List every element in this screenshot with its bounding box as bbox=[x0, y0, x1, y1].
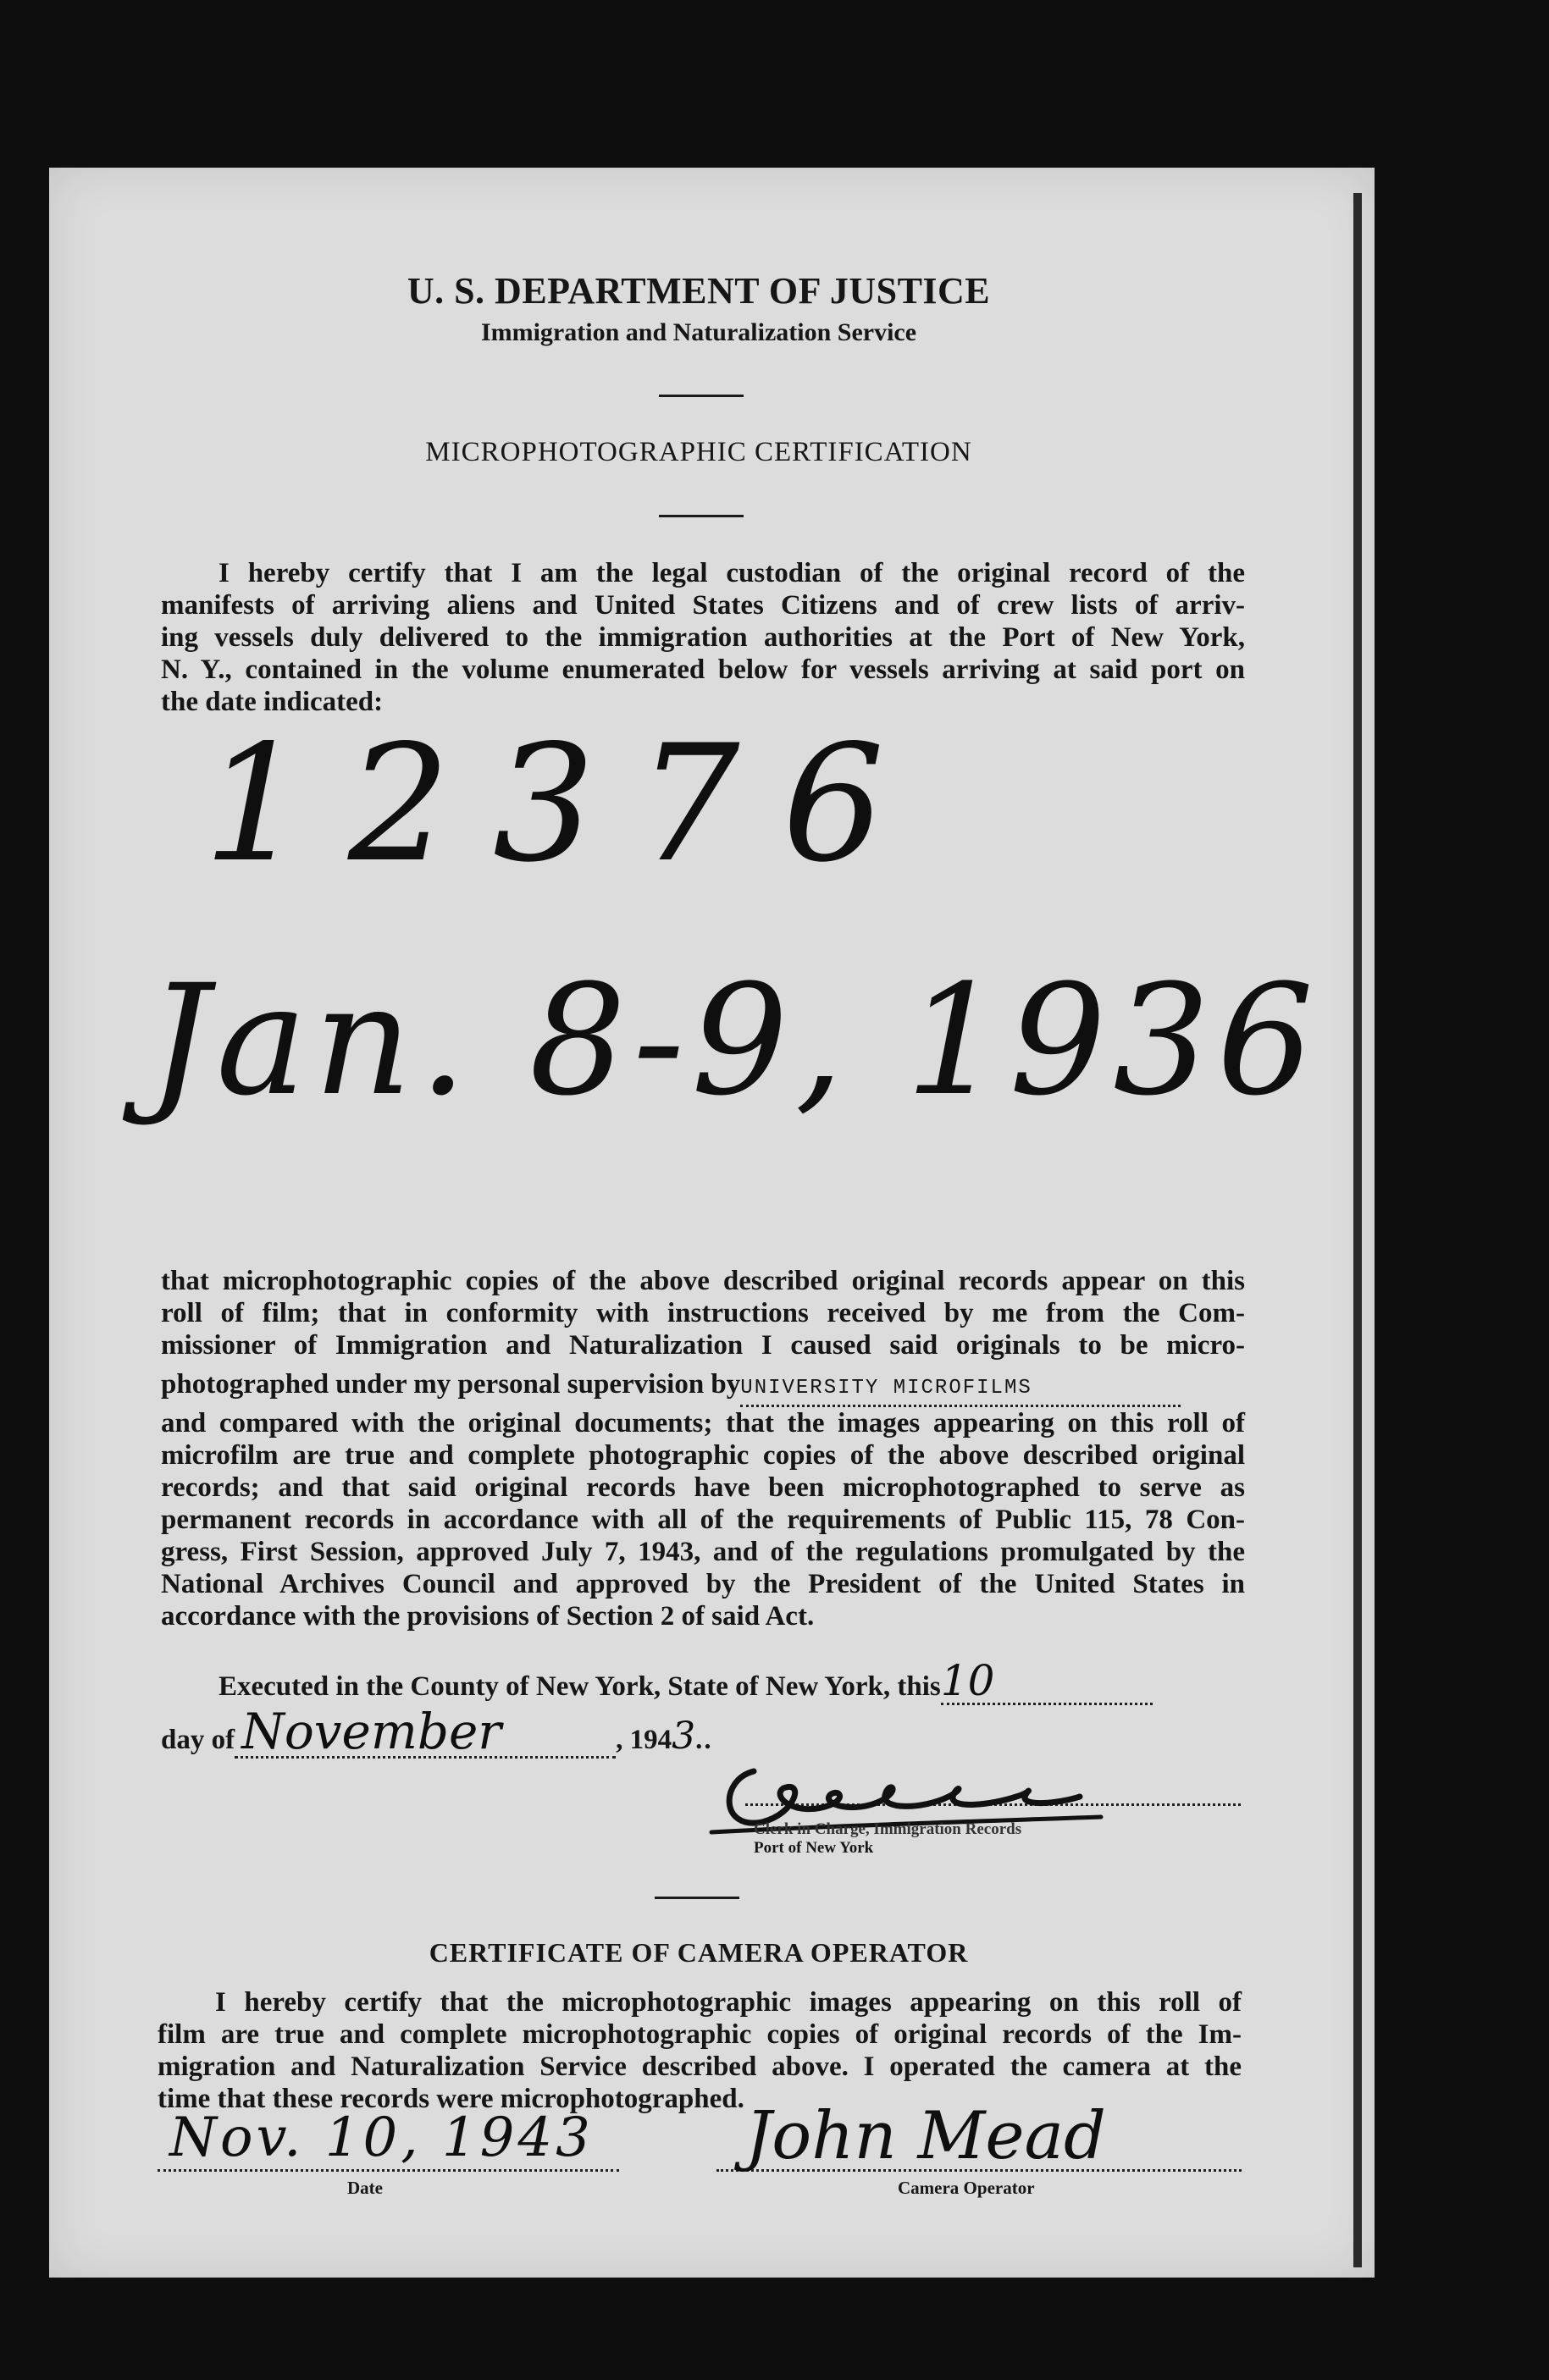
certification-title: MICROPHOTOGRAPHIC CERTIFICATION bbox=[425, 437, 972, 467]
supervision-prefix: photographed under my personal supervision by bbox=[161, 1369, 741, 1400]
body-line: roll of film; that in conformity with instructions received by me from the Com- bbox=[161, 1298, 1245, 1328]
body-line: microfilm are true and complete photographic copies of the above described original bbox=[161, 1440, 1245, 1471]
camera-line: migration and Naturalization Service described above. I operated the camera at the bbox=[158, 2051, 1242, 2082]
intro-line: ing vessels duly delivered to the immigration authorities at the Port of New York, bbox=[161, 622, 1245, 653]
service-subtitle: Immigration and Naturalization Service bbox=[480, 318, 917, 346]
operator-signature: John Mead bbox=[745, 2098, 1106, 2174]
body-line: records; and that said original records have been microphotographed to serve as bbox=[161, 1472, 1245, 1503]
divider bbox=[655, 1897, 739, 1899]
body-line: National Archives Council and approved by the President of the United States in bbox=[161, 1569, 1245, 1599]
intro-line: manifests of arriving aliens and United States Citizens and of crew lists of arriv- bbox=[161, 590, 1245, 621]
body-line: accordance with the provisions of Section 2 of said Act. bbox=[161, 1601, 815, 1632]
year-prefix: , 194 bbox=[616, 1725, 672, 1755]
handwritten-date: Nov. 10, 1943 bbox=[169, 2107, 594, 2169]
camera-line: film are true and complete microphotographic copies of original records of the Im- bbox=[158, 2019, 1242, 2050]
camera-line: time that these records were microphotographed. bbox=[158, 2084, 744, 2114]
divider bbox=[659, 515, 744, 517]
company-name: UNIVERSITY MICROFILMS bbox=[740, 1377, 1032, 1400]
intro-line: I hereby certify that I am the legal custodian of the original record of the bbox=[219, 558, 1245, 588]
day-value: 10 bbox=[940, 1656, 995, 1705]
intro-paragraph bbox=[161, 557, 1245, 718]
body-line: missioner of Immigration and Naturalization I caused said originals to be micro- bbox=[161, 1330, 1245, 1361]
intro-line: the date indicated: bbox=[161, 687, 384, 717]
month-fill bbox=[235, 1703, 616, 1760]
clerk-place: Port of New York bbox=[754, 1839, 874, 1857]
body-line: permanent records in accordance with all of the requirements of Public 115, 78 Con- bbox=[161, 1505, 1245, 1535]
body-line: and compared with the original documents; that the images appearing on this roll of bbox=[161, 1408, 1245, 1438]
date-line bbox=[158, 2169, 619, 2172]
company-fill bbox=[740, 1368, 1181, 1407]
department-title: U. S. DEPARTMENT OF JUSTICE bbox=[407, 270, 991, 312]
handwritten-volume-number: 12376 bbox=[203, 710, 927, 897]
executed-text: Executed in the County of New York, State of New York, this bbox=[219, 1671, 941, 1702]
divider bbox=[659, 395, 744, 397]
year-digit: 3 bbox=[672, 1715, 696, 1758]
body-line: that microphotographic copies of the above described original records appear on this bbox=[161, 1266, 1245, 1296]
month-line bbox=[161, 1703, 923, 1760]
handwritten-date-range: Jan. 8-9, 1936 bbox=[148, 953, 1321, 1129]
day-fill bbox=[940, 1656, 1153, 1705]
date-label: Date bbox=[347, 2178, 383, 2198]
camera-line: I hereby certify that the microphotographic images appearing on this roll of bbox=[215, 1987, 1242, 2018]
camera-certificate-title: CERTIFICATE OF CAMERA OPERATOR bbox=[429, 1937, 969, 1968]
camera-paragraph bbox=[158, 1986, 1242, 2115]
operator-label: Camera Operator bbox=[898, 2178, 1035, 2198]
execution-line bbox=[219, 1656, 1252, 1705]
supervision-line bbox=[161, 1368, 1245, 1407]
body-line: gress, First Session, approved July 7, 1943, and of the regulations promulgated by the bbox=[161, 1537, 1245, 1567]
clerk-title: Clerk in Charge, Immigration Records bbox=[754, 1820, 1022, 1838]
month-value: November bbox=[241, 1703, 502, 1760]
day-of-label: day of bbox=[161, 1725, 235, 1755]
intro-line: N. Y., contained in the volume enumerated below for vessels arriving at said port on bbox=[161, 654, 1245, 685]
body-paragraph bbox=[161, 1265, 1245, 1632]
year-dots: .. bbox=[695, 1725, 713, 1755]
